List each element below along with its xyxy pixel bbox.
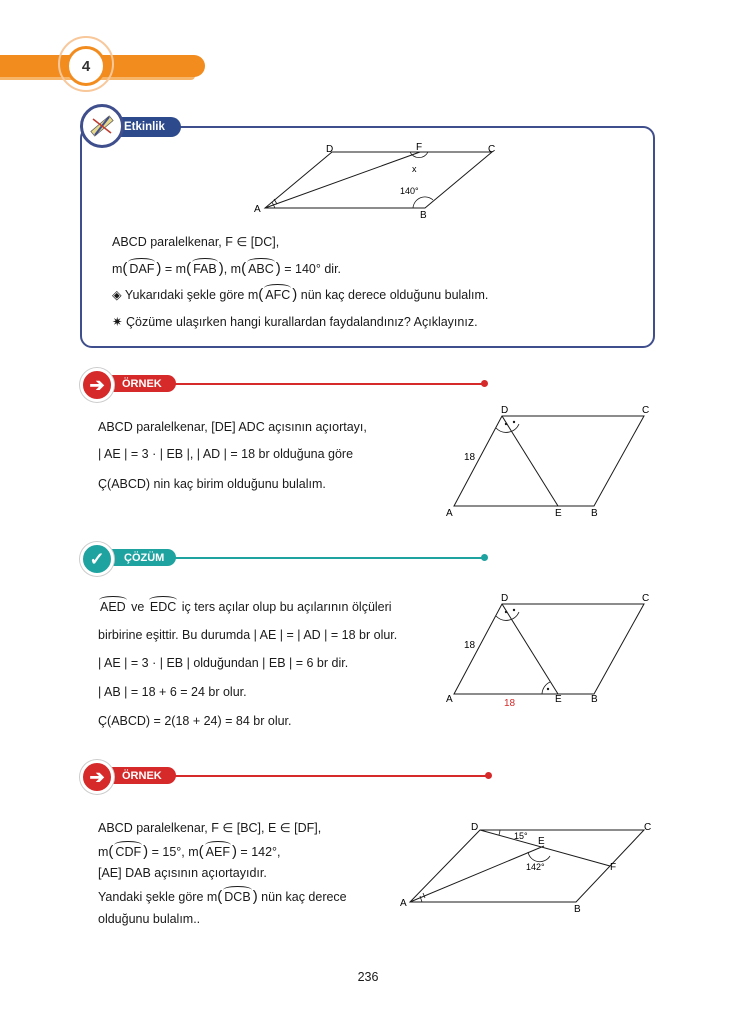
segment-af — [265, 152, 420, 208]
line4-suffix: nün kaç derece — [257, 890, 347, 904]
activity-line-4 — [112, 314, 478, 329]
angle-dcb: DCB — [224, 890, 251, 904]
example2-rule — [150, 775, 488, 777]
solution-figure — [444, 590, 654, 708]
diamond-bullet-icon: ◈ — [112, 288, 122, 302]
solution-rule-dot — [481, 554, 488, 561]
label-a: A — [400, 898, 407, 909]
activity-icon — [80, 104, 124, 148]
angle-cdf: CDF — [115, 845, 142, 859]
label-b: B — [574, 904, 581, 914]
label-side-18: 18 — [464, 640, 476, 651]
angle-b-arc — [413, 197, 433, 208]
value-15: = 15°, m — [148, 845, 199, 859]
example1-rule-dot — [481, 380, 488, 387]
example1-line-1: ABCD paralelkenar, [DE] ADC açısının açıortayı, — [98, 420, 367, 434]
solution-line-5: Ç(ABCD) = 2(18 + 24) = 84 br olur. — [98, 714, 292, 728]
example2-line-5: olduğunu bulalım.. — [98, 912, 201, 926]
segment-de — [502, 416, 558, 506]
example2-line-3: [AE] DAB açısının açıortayıdır. — [98, 866, 267, 880]
label-c: C — [642, 405, 650, 416]
label-e: E — [555, 694, 562, 705]
label-angle-15: 15° — [514, 831, 528, 841]
checkmark-icon: ✓ — [80, 542, 114, 576]
angle-mark — [513, 609, 515, 611]
angle-e-arc — [528, 852, 550, 862]
example1-line-3: Ç(ABCD) nin kaç birim olduğunu bulalım. — [98, 477, 326, 491]
example1-badge: ÖRNEK — [96, 375, 176, 392]
label-bottom-18: 18 — [504, 698, 516, 708]
line3-prefix: Yukarıdaki şekle göre m — [124, 288, 259, 302]
label-d: D — [471, 822, 479, 833]
arrow-right-icon: ➔ — [80, 368, 114, 402]
solution-line-2: birbirine eşittir. Bu durumda | AE | = | AD | = 18 br olur. — [98, 628, 398, 642]
angle-aef: AEF — [205, 845, 230, 859]
angle-d-arc — [499, 830, 500, 835]
activity-line-2: m( DAF ) = m( FAB ), m( ABC ) = 140° dir. — [112, 260, 342, 277]
angle-edc: EDC — [149, 600, 177, 614]
label-b: B — [591, 508, 598, 519]
angle-afc: AFC — [265, 288, 291, 302]
solution-line-1 — [98, 600, 392, 614]
activity-line-1: ABCD paralelkenar, F ∈ [DC], — [112, 235, 280, 249]
label-d: D — [326, 144, 334, 155]
chapter-number: 4 — [66, 46, 106, 86]
angle-aed: AED — [100, 600, 126, 614]
label-a: A — [446, 694, 453, 705]
angle-mark — [505, 423, 507, 425]
activity-badge: Etkinlik — [115, 117, 181, 137]
parallelogram-abcd — [454, 416, 644, 506]
angle-a-marks — [420, 893, 425, 902]
label-angle-b: 140° — [400, 186, 419, 196]
ruler-compass-icon — [87, 111, 117, 141]
label-d: D — [501, 593, 509, 604]
line4-prefix: Yandaki şekle göre m — [98, 890, 218, 904]
segment-ae — [410, 846, 544, 902]
label-e: E — [555, 508, 562, 519]
example1-line-2: | AE | = 3 · | EB |, | AD | = 18 br olduğuna göre — [98, 447, 354, 461]
angle-e-arc — [542, 682, 550, 694]
arrow-right-icon: ➔ — [80, 760, 114, 794]
label-x: x — [412, 164, 417, 174]
angle-fab: FAB — [193, 262, 217, 276]
example2-line-1: ABCD paralelkenar, F ∈ [BC], E ∈ [DF], — [98, 821, 322, 835]
label-f: F — [610, 862, 617, 873]
star-bullet-icon: ✷ — [112, 315, 123, 329]
activity-line-3: ◈ Yukarıdaki şekle göre m( AFC ) nün kaç derece olduğunu bulalım. — [112, 286, 489, 303]
value-142: = 142°, — [236, 845, 281, 859]
segment-de — [502, 604, 558, 694]
label-c: C — [642, 593, 650, 604]
value-140: = 140° dir. — [280, 262, 342, 276]
label-d: D — [501, 405, 509, 416]
label-f: F — [416, 142, 423, 153]
line4-text: Çözüme ulaşırken hangi kurallardan faydalandınız? Açıklayınız. — [125, 315, 478, 329]
label-e: E — [538, 836, 545, 847]
example1-rule — [150, 383, 484, 385]
example2-rule-dot — [485, 772, 492, 779]
page-number: 236 — [357, 970, 379, 984]
label-a: A — [254, 204, 261, 215]
example2-badge: ÖRNEK — [96, 767, 176, 784]
angle-mark — [505, 611, 507, 613]
m-prefix: m — [112, 262, 123, 276]
angle-mark — [547, 688, 549, 690]
angle-abc: ABC — [248, 262, 274, 276]
angle-mark — [513, 421, 515, 423]
label-b: B — [591, 694, 598, 705]
label-side-18: 18 — [464, 452, 476, 463]
ve: ve — [127, 600, 148, 614]
label-angle-142: 142° — [526, 862, 545, 872]
comma-m: , m — [223, 262, 242, 276]
solution-rule — [150, 557, 484, 559]
line1-suffix: iç ters açılar olup bu açılarının ölçüleri — [178, 600, 392, 614]
equals-m: = m — [161, 262, 187, 276]
label-c: C — [488, 144, 496, 155]
label-a: A — [446, 508, 453, 519]
example1-figure — [444, 402, 654, 520]
m-prefix: m — [98, 845, 109, 859]
solution-badge: ÇÖZÜM — [98, 549, 176, 566]
example2-line-4: Yandaki şekle göre m( DCB ) nün kaç derece — [98, 888, 347, 905]
activity-figure — [250, 142, 510, 220]
example2-figure — [398, 818, 660, 914]
line3-suffix: nün kaç derece olduğunu bulalım. — [297, 288, 489, 302]
angle-daf: DAF — [129, 262, 155, 276]
parallelogram-abcd — [265, 152, 492, 208]
angle-a-marks — [272, 199, 277, 208]
parallelogram-abcd — [454, 604, 644, 694]
label-b: B — [420, 210, 427, 220]
label-c: C — [644, 822, 652, 833]
example2-line-2: m( CDF ) = 15°, m( AEF ) = 142°, — [98, 843, 281, 860]
solution-line-3: | AE | = 3 · | EB | olduğundan | EB | = 6 br dir. — [98, 656, 349, 670]
solution-line-4: | AB | = 18 + 6 = 24 br olur. — [98, 685, 247, 699]
